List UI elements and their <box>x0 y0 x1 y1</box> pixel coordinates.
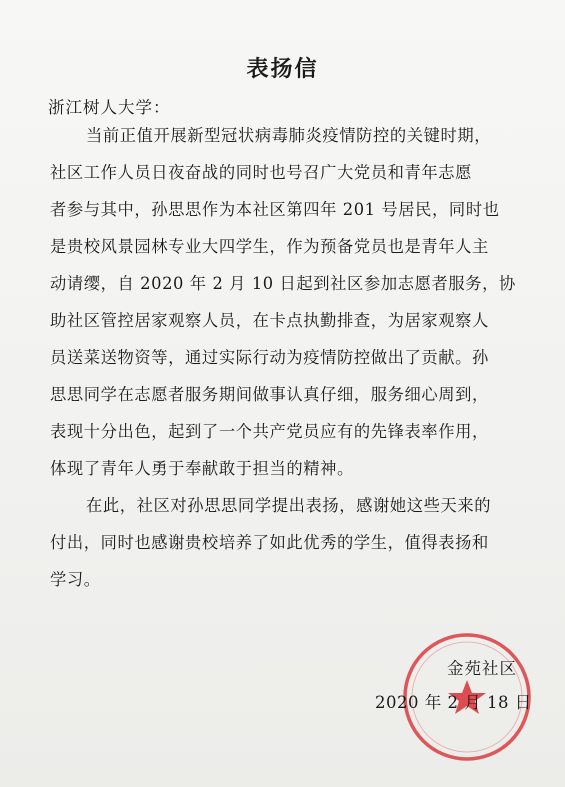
letter-title: 表扬信 <box>246 57 319 82</box>
body-line: 员送菜送物资等，通过实际行动为疫情防控做出了贡献。孙 <box>50 348 489 367</box>
body-line: 表现十分出色，起到了一个共产党员应有的先锋表率作用， <box>50 422 489 441</box>
body-line: 是贵校风景园林专业大四学生，作为预备党员也是青年人主 <box>50 237 489 256</box>
signer-name: 金苑社区 <box>447 659 517 678</box>
body-line: 付出，同时也感谢贵校培养了如此优秀的学生，值得表扬和 <box>50 533 489 552</box>
body-line: 当前正值开展新型冠状病毒肺炎疫情防控的关键时期， <box>86 126 492 145</box>
body-line: 体现了青年人勇于奉献敢于担当的精神。 <box>50 459 354 478</box>
body-line: 思思同学在志愿者服务期间做事认真仔细，服务细心周到， <box>50 385 489 404</box>
body-line: 动请缨，自 2020 年 2 月 10 日起到社区参加志愿者服务，协 <box>50 274 516 293</box>
body-line: 者参与其中，孙思思作为本社区第四年 201 号居民，同时也 <box>50 200 500 219</box>
body-line: 在此，社区对孙思思同学提出表扬，感谢她这些天来的 <box>86 496 492 515</box>
letter-date: 2020 年 2 月 18 日 <box>375 693 532 712</box>
body-line: 助社区管控居家观察人员，在卡点执勤排查，为居家观察人 <box>50 311 489 330</box>
body-line: 学习。 <box>50 570 101 589</box>
salutation: 浙江树人大学： <box>48 98 171 117</box>
body-line: 社区工作人员日夜奋战的同时也号召广大党员和青年志愿 <box>50 163 473 182</box>
